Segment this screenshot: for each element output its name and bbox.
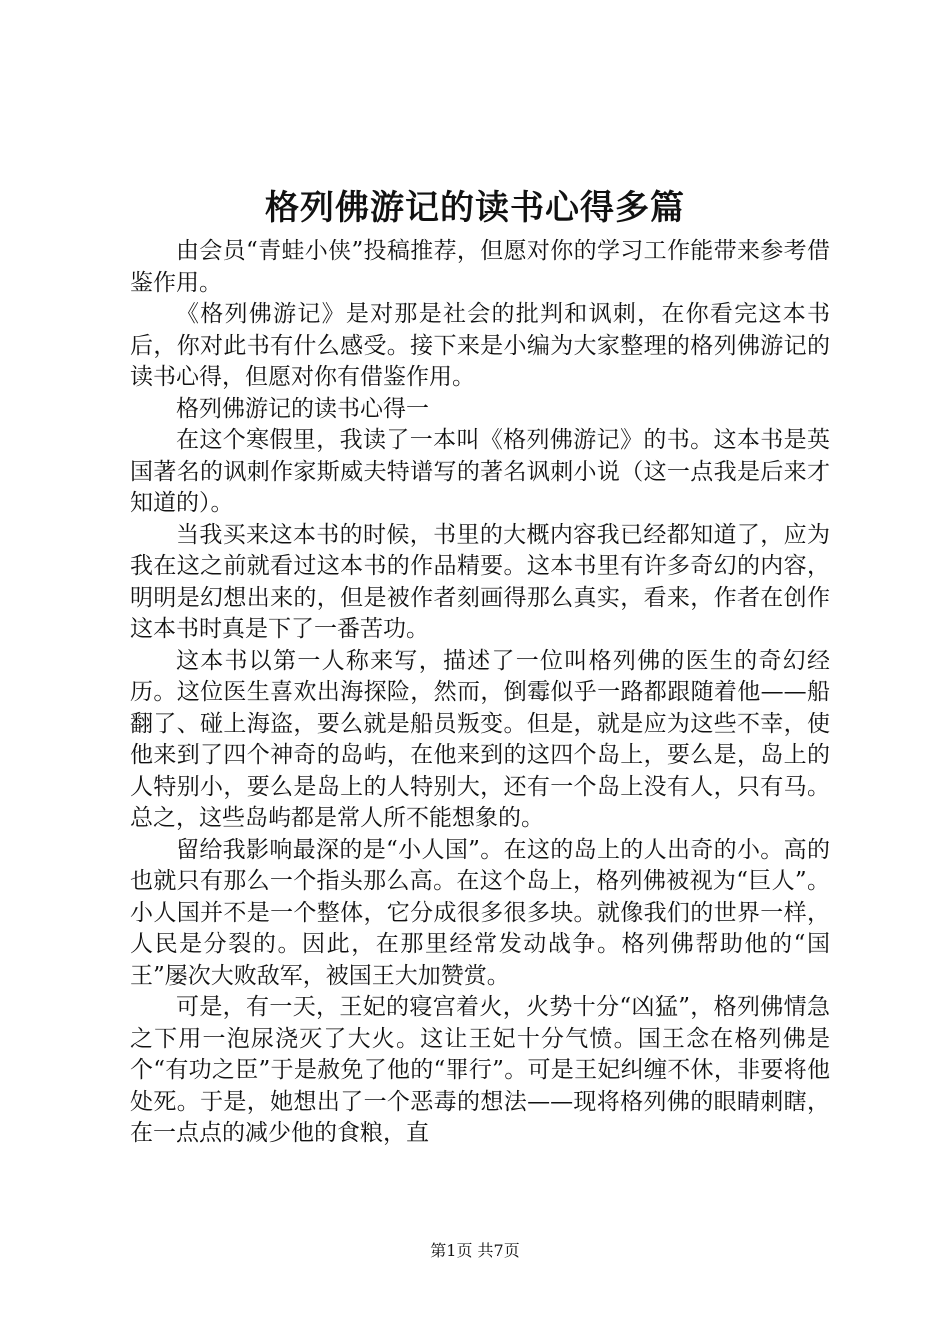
document-body	[130, 236, 830, 1150]
paragraph: 可是，有一天，王妃的寝宫着火，火势十分“凶猛”，格列佛情急之下用一泡尿浇灭了大火。这让王妃十分气愤。国王念在格列佛是个“有功之臣”于是赦免了他的“罪行”。可是王妃纠缠不休，非要将他处死。于是，她想出了一个恶毒的想法——现将格列佛的眼睛刺瞎，在一点点的减少他的食粮，直	[130, 994, 830, 1146]
document-title: 格列佛游记的读书心得多篇	[265, 188, 685, 228]
page-footer: 第1页 共7页	[430, 1241, 520, 1260]
paragraph: 这本书以第一人称来写，描述了一位叫格列佛的医生的奇幻经历。这位医生喜欢出海探险，然而，倒霉似乎一路都跟随着他——船翻了、碰上海盗，要么就是船员叛变。但是，就是应为这些不幸，使他来到了四个神奇的岛屿，在他来到的这四个岛上，要么是，岛上的人特别小，要么是岛上的人特别大，还有一个岛上没有人，只有马。总之，这些岛屿都是常人所不能想象的。	[130, 647, 830, 831]
paragraph-summary: 《格列佛游记》是对那是社会的批判和讽刺，在你看完这本书后，你对此书有什么感受。接下来是小编为大家整理的格列佛游记的读书心得，但愿对你有借鉴作用。	[130, 301, 830, 390]
paragraph: 当我买来这本书的时候，书里的大概内容我已经都知道了，应为我在这之前就看过这本书的作品精要。这本书里有许多奇幻的内容，明明是幻想出来的，但是被作者刻画得那么真实，看来，作者在创作这本书时真是下了一番苦功。	[130, 521, 830, 642]
paragraph: 留给我影响最深的是“小人国”。在这的岛上的人出奇的小。高的也就只有那么一个指头那么高。在这个岛上，格列佛被视为“巨人”。小人国并不是一个整体，它分成很多很多块。就像我们的世界一样，人民是分裂的。因此，在那里经常发动战争。格列佛帮助他的“国王”屡次大败敌军，被国王大加赞赏。	[130, 836, 830, 989]
section-heading: 格列佛游记的读书心得一	[176, 395, 429, 422]
paragraph-intro: 由会员“青蛙小侠”投稿推荐，但愿对你的学习工作能带来参考借鉴作用。	[130, 238, 830, 296]
paragraph: 在这个寒假里，我读了一本叫《格列佛游记》的书。这本书是英国著名的讽刺作家斯威夫特谱写的著名讽刺小说（这一点我是后来才知道的）。	[130, 427, 830, 516]
